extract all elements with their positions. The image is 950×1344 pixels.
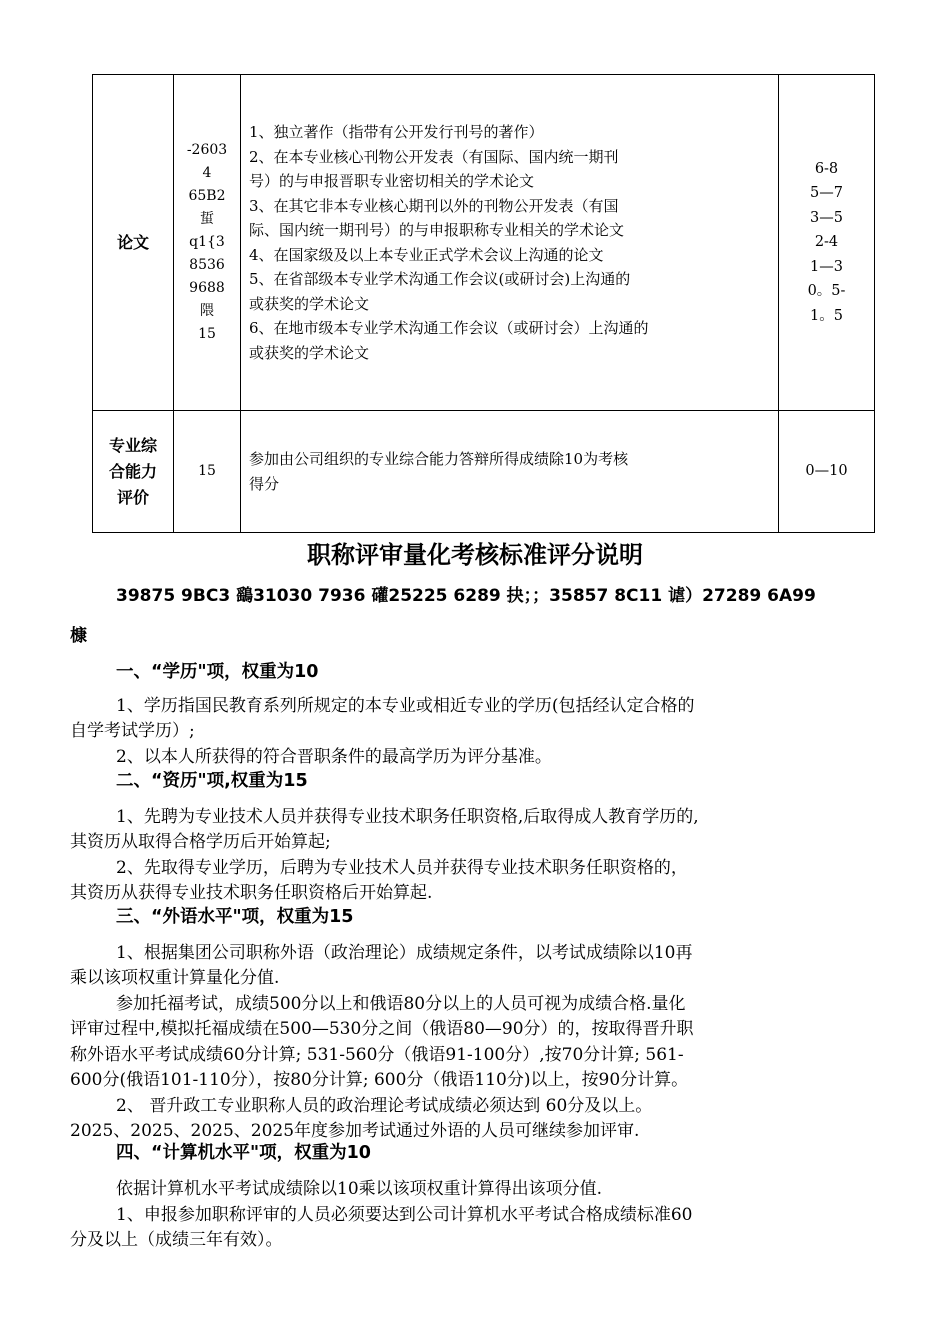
section-heading-foreign-language: 三、“外语水平"项，权重为15 [116, 907, 354, 927]
description-line: 3、在其它非本专业核心期刊以外的刊物公开发表（有国 [249, 196, 619, 215]
weight-line: 隈 [200, 303, 214, 319]
body-line: 600分(俄语101-110分），按80分计算; 600分（俄语110分)以上，按90分计算。 [70, 1070, 689, 1090]
body-line: 称外语水平考试成绩60分计算; 531-560分（俄语91-100分）,按70分计算; 561- [70, 1045, 684, 1065]
weight-cell-paper [174, 75, 241, 411]
category-line: 专业综 [108, 435, 157, 455]
description-line: 6、在地市级本专业学术沟通工作会议（或研讨会）上沟通的 [249, 319, 649, 337]
body-line: 1、申报参加职称评审的人员必须要达到公司计算机水平考试合格成绩标准60 [116, 1205, 693, 1225]
description-line: 际、国内统一期刊号）的与申报职称专业相关的学术论文 [249, 221, 625, 239]
description-line: 或获奖的学术论文 [249, 343, 370, 362]
body-line: 其资历从取得合格学历后开始算起; [70, 832, 331, 852]
weight-line: 8536 [189, 257, 225, 273]
body-line: 分及以上（成绩三年有效）。 [70, 1230, 283, 1250]
section-heading-seniority: 二、“资历"项,权重为15 [116, 771, 308, 791]
description-line: 参加由公司组织的专业综合能力答辩所得成绩除10为考核 [249, 450, 629, 468]
weight-line: 9688 [189, 280, 225, 296]
section-heading-education: 一、“学历"项，权重为10 [116, 662, 319, 682]
description-line: 得分 [249, 474, 280, 493]
category-line: 合能力 [108, 461, 157, 481]
description-line: 2、在本专业核心刊物公开发表（有国际、国内统一期刊 [249, 147, 619, 166]
weight-line: 15 [198, 326, 216, 342]
body-line: 自学考试学历）; [70, 721, 195, 741]
body-line: 参加托福考试，成绩500分以上和俄语80分以上的人员可视为成绩合格.量化 [116, 994, 686, 1014]
description-cell-paper [241, 75, 779, 411]
body-line: 1、先聘为专业技术人员并获得专业技术职务任职资格,后取得成人教育学历的, [116, 807, 699, 827]
weight-line: 65B2 [188, 188, 226, 204]
points-line: 6-8 [814, 160, 839, 177]
body-line: 2、 晋升政工专业职称人员的政治理论考试成绩必须达到 60分及以上。 [116, 1096, 653, 1116]
weight-line: -2603 [186, 142, 228, 158]
points-cell-ability: 0—10 [779, 411, 875, 533]
body-line: 其资历从获得专业技术职务任职资格后开始算起. [70, 883, 433, 903]
description-line: 或获奖的学术论文 [249, 294, 370, 313]
body-line: 乘以该项权重计算量化分值. [70, 968, 280, 988]
weight-cell-ability: 15 [174, 411, 241, 533]
description-line: 5、在省部级本专业学术沟通工作会议(或研讨会)上沟通的 [249, 270, 631, 288]
points-line: 2-4 [814, 234, 839, 251]
body-line: 1、根据集团公司职称外语（政治理论）成绩规定条件，以考试成绩除以10再 [116, 943, 693, 963]
body-line: 1、学历指国民教育系列所规定的本专业或相近专业的学历(包括经认定合格的 [116, 696, 695, 716]
points-line: 5—7 [810, 185, 843, 202]
description-line: 4、在国家级及以上本专业正式学术会议上沟通的论文 [249, 245, 604, 264]
description-line: 1、独立著作（指带有公开发行刊号的著作） [249, 123, 544, 141]
points-line: 1—3 [810, 258, 843, 275]
section-heading-computer: 四、“计算机水平"项，权重为10 [116, 1143, 371, 1163]
document-title: 职称评审量化考核标准评分说明 [307, 541, 643, 569]
category-cell-paper: 论文 [93, 75, 174, 411]
category-line: 评价 [116, 487, 149, 507]
points-cell-paper [779, 75, 875, 411]
body-line: 评审过程中,模拟托福成绩在500—530分之间（俄语80—90分）的，按取得晋升职 [70, 1019, 694, 1039]
body-line: 2、先取得专业学历，后聘为专业技术人员并获得专业技术职务任职资格的， [116, 858, 688, 878]
scoring-table [92, 74, 875, 533]
table-row-ability [93, 411, 875, 533]
category-cell-ability [93, 411, 174, 533]
weight-line: 蜇 [200, 211, 214, 227]
points-line: 0。5- [807, 283, 846, 300]
description-cell-ability [241, 411, 779, 533]
points-line: 1。5 [810, 307, 843, 324]
weight-line: 4 [202, 165, 212, 181]
body-line: 依据计算机水平考试成绩除以10乘以该项权重计算得出该项分值. [116, 1179, 603, 1199]
points-line: 3—5 [810, 209, 843, 226]
body-line: 2025、2025、2025、2025年度参加考试通过外语的人员可继续参加评审. [70, 1121, 640, 1141]
garbled-text-line: 39875 9BC3 鷂31030 7936 礶25225 6289 抉；；35857 8C11 谑）27289 6A99 [116, 586, 816, 606]
table-row-paper [93, 75, 875, 411]
body-line: 2、以本人所获得的符合晋职条件的最高学历为评分基准。 [116, 747, 552, 767]
garbled-text-line: 槺 [70, 626, 87, 646]
description-line: 号）的与申报晋职专业密切相关的学术论文 [249, 172, 535, 190]
weight-line: q1{3 [189, 234, 225, 250]
